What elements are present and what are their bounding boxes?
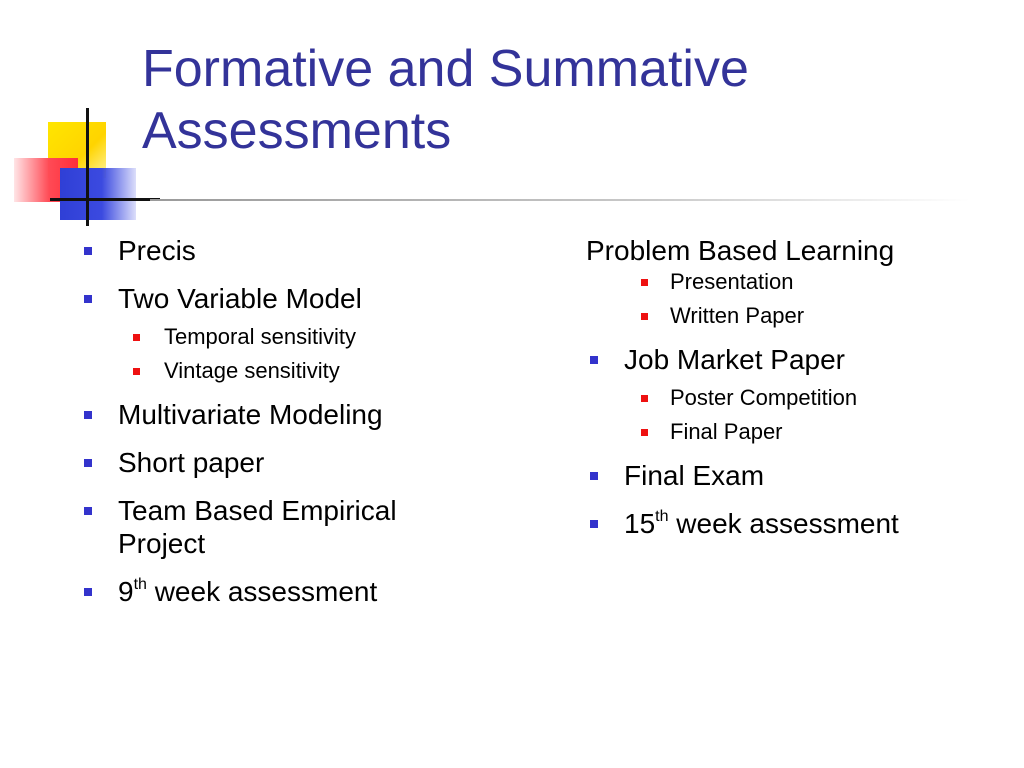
- blue-square-shape: [60, 168, 136, 220]
- item-number: 9: [118, 576, 134, 607]
- item-label: Final Exam: [624, 460, 765, 491]
- title-line-1: Formative and Summative: [142, 40, 749, 98]
- sub-item-temporal-sensitivity: [80, 324, 500, 350]
- item-label: Short paper: [118, 447, 265, 478]
- list-item-15th-week-assessment: [586, 507, 1006, 540]
- item-number: 15: [624, 508, 656, 539]
- square-bullet-icon: [84, 247, 92, 255]
- sub-item-label: Presentation: [670, 269, 794, 294]
- sub-item-vintage-sensitivity: [80, 358, 500, 384]
- heading-problem-based-learning: [586, 234, 1006, 267]
- slide-title: [142, 38, 1002, 162]
- list-item-multivariate-modeling: [80, 398, 500, 431]
- item-label: Multivariate Modeling: [118, 399, 383, 430]
- red-square-bullet-icon: [133, 334, 140, 341]
- item-label: week assessment: [668, 508, 899, 539]
- list-item-job-market-paper: [586, 343, 1006, 376]
- ordinal-suffix: th: [133, 576, 147, 593]
- red-square-bullet-icon: [641, 279, 648, 286]
- square-bullet-icon: [590, 520, 598, 528]
- ordinal-suffix: th: [655, 508, 669, 525]
- square-bullet-icon: [84, 295, 92, 303]
- vertical-rule: [86, 108, 89, 226]
- left-column: [80, 234, 500, 623]
- horizontal-rule-dark: [50, 198, 160, 201]
- title-underline: [150, 199, 970, 201]
- right-column: [586, 234, 1006, 555]
- heading-label: Problem Based Learning: [586, 235, 895, 266]
- sub-item-written-paper: [586, 303, 1006, 329]
- sub-item-label: Final Paper: [670, 419, 783, 444]
- sub-item-label: Poster Competition: [670, 385, 858, 410]
- sub-item-presentation: [586, 269, 1006, 295]
- title-line-2: Assessments: [142, 102, 452, 160]
- item-label: Precis: [118, 235, 196, 266]
- red-square-bullet-icon: [641, 313, 648, 320]
- item-label: Two Variable Model: [118, 283, 362, 314]
- square-bullet-icon: [84, 411, 92, 419]
- list-item-team-based-project: [80, 494, 500, 560]
- sub-item-label: Vintage sensitivity: [164, 358, 340, 383]
- sub-item-label: Written Paper: [670, 303, 805, 328]
- red-square-bullet-icon: [641, 395, 648, 402]
- list-item-precis: [80, 234, 500, 267]
- item-label: week assessment: [146, 576, 378, 607]
- list-item-final-exam: [586, 459, 1006, 492]
- square-bullet-icon: [84, 459, 92, 467]
- decorative-logo: [0, 0, 160, 240]
- sub-item-label: Temporal sensitivity: [164, 324, 356, 349]
- square-bullet-icon: [590, 356, 598, 364]
- sub-item-poster-competition: [586, 385, 1006, 411]
- sub-item-final-paper: [586, 419, 1006, 445]
- red-square-bullet-icon: [133, 368, 140, 375]
- item-label-line-1: Team Based Empirical: [118, 495, 397, 526]
- item-label-line-2: Project: [118, 528, 206, 559]
- list-item-short-paper: [80, 446, 500, 479]
- item-label: Job Market Paper: [624, 344, 845, 375]
- list-item-two-variable-model: [80, 282, 500, 315]
- square-bullet-icon: [84, 588, 92, 596]
- list-item-9th-week-assessment: [80, 575, 500, 608]
- square-bullet-icon: [590, 472, 598, 480]
- square-bullet-icon: [84, 507, 92, 515]
- red-square-bullet-icon: [641, 429, 648, 436]
